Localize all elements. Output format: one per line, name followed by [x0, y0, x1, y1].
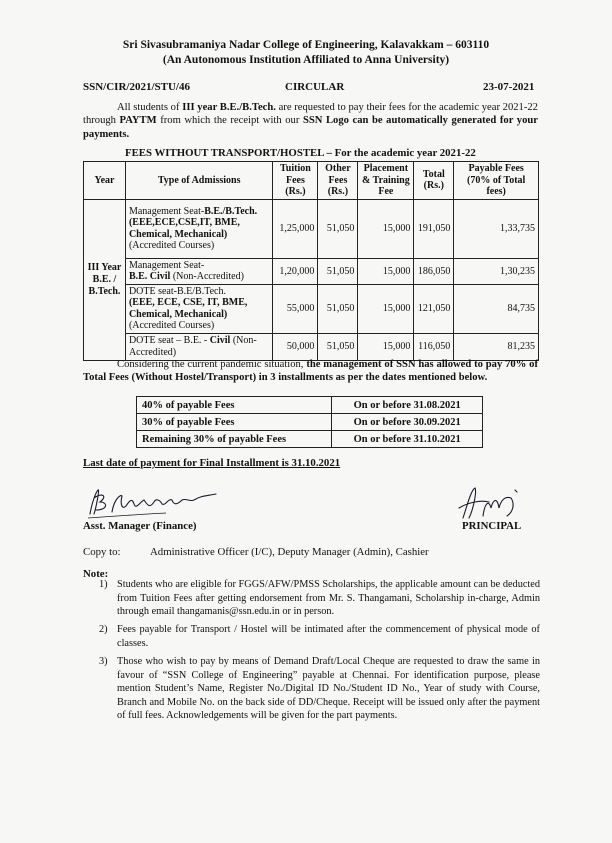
note-number: 2) [99, 624, 108, 635]
installments-table [136, 396, 483, 448]
note-text: Students who are eligible for FGGS/AFW/PMSS Scholarships, the applicable amount can be deducted from Tuition Fees after getting endorsement from Mr. S. Thangamani, Scholarship in-charge, Admin through email thangamanis@ssn.edu.in or in person. [117, 579, 540, 618]
fees-table [83, 161, 539, 361]
pandemic-paragraph: Considering the current pandemic situation, the management of SSN has allowed to pay 70% of Total Fees (Without Hostel/Transport) in 3 installments as per the dates mentioned below. [83, 359, 538, 384]
principal-title: PRINCIPAL [462, 520, 522, 532]
total-fee: 191,050 [414, 199, 454, 258]
tuition-fee: 55,000 [273, 284, 318, 333]
other-fee: 51,050 [318, 284, 358, 333]
note-text: Those who wish to pay by means of Demand Draft/Local Cheque are requested to draw the same in favour of “SSN College of Engineering” payable at Chennai. For identification purpose, please mention Student’s Name, Register No./Digital ID No./Student ID No., Year of study with Course, Branch and Mobile No. on the back side of DD/Cheque. Receipt will be issued only after the payment of full fees. Acknowledgements will be given for the part payments. [117, 656, 540, 722]
admission-type: DOTE seat – B.E. - Civil (Non-Accredited) [125, 333, 273, 360]
placement-fee: 15,000 [358, 333, 414, 360]
header-other: Other Fees (Rs.) [318, 162, 358, 200]
note-item [100, 623, 540, 650]
payable-fee: 81,235 [454, 333, 539, 360]
other-fee: 51,050 [318, 258, 358, 284]
total-fee: 186,050 [414, 258, 454, 284]
principal-signature [455, 482, 525, 522]
intro-paragraph: All students of III year B.E./B.Tech. are requested to pay their fees for the academic year 2021-22 through PAYTM from which the receipt with our SSN Logo can be automatically generated for your payments. [83, 102, 538, 140]
note-number: 3) [99, 656, 108, 667]
table-row [137, 431, 483, 448]
tuition-fee: 1,25,000 [273, 199, 318, 258]
note-item [100, 655, 540, 723]
college-affiliation: (An Autonomous Institution Affiliated to Anna University) [162, 54, 450, 66]
table-row [137, 414, 483, 431]
installment-date: On or before 31.08.2021 [332, 397, 483, 414]
total-fee: 121,050 [414, 284, 454, 333]
circular-type: CIRCULAR [285, 81, 345, 93]
year-cell: III Year B.E. / B.Tech. [84, 199, 126, 360]
header-year: Year [84, 162, 126, 200]
installment-date: On or before 30.09.2021 [332, 414, 483, 431]
note-text: Fees payable for Transport / Hostel will be intimated after the commencement of physical mode of classes. [117, 624, 540, 649]
installment-date: On or before 31.10.2021 [332, 431, 483, 448]
table-row [84, 258, 539, 284]
payable-fee: 1,30,235 [454, 258, 539, 284]
placement-fee: 15,000 [358, 258, 414, 284]
table-row [84, 199, 539, 258]
installment-label: Remaining 30% of payable Fees [137, 431, 332, 448]
table-row [137, 397, 483, 414]
total-fee: 116,050 [414, 333, 454, 360]
copy-to-label: Copy to: [83, 546, 121, 558]
finance-signature [86, 484, 226, 520]
note-number: 1) [99, 579, 108, 590]
last-payment-date: Last date of payment for Final Installment is 31.10.2021 [83, 457, 341, 469]
header-type: Type of Admissions [125, 162, 273, 200]
payable-fee: 84,735 [454, 284, 539, 333]
header-tuition: Tuition Fees (Rs.) [273, 162, 318, 200]
admission-type: Management Seat- B.E. Civil (Non-Accredited) [125, 258, 273, 284]
note-item [100, 578, 540, 619]
payable-fee: 1,33,735 [454, 199, 539, 258]
tuition-fee: 50,000 [273, 333, 318, 360]
college-name: Sri Sivasubramaniya Nadar College of Engineering, Kalavakkam – 603110 [122, 39, 490, 51]
finance-signatory-title: Asst. Manager (Finance) [83, 520, 197, 532]
copy-to-recipients: Administrative Officer (I/C), Deputy Manager (Admin), Cashier [150, 546, 429, 558]
header-total: Total (Rs.) [414, 162, 454, 200]
placement-fee: 15,000 [358, 284, 414, 333]
note-label: Note: [83, 568, 109, 580]
header-payable: Payable Fees (70% of Total fees) [454, 162, 539, 200]
fees-table-title: FEES WITHOUT TRANSPORT/HOSTEL – For the academic year 2021-22 [125, 147, 476, 159]
other-fee: 51,050 [318, 199, 358, 258]
placement-fee: 15,000 [358, 199, 414, 258]
installment-label: 30% of payable Fees [137, 414, 332, 431]
table-row [84, 333, 539, 360]
header-placement: Placement & Training Fee [358, 162, 414, 200]
other-fee: 51,050 [318, 333, 358, 360]
table-row [84, 284, 539, 333]
installment-label: 40% of payable Fees [137, 397, 332, 414]
admission-type: DOTE seat-B.E/B.Tech. (EEE, ECE, CSE, IT, BME, Chemical, Mechanical) (Accredited Courses) [125, 284, 273, 333]
circular-date: 23-07-2021 [483, 81, 535, 93]
circular-number: SSN/CIR/2021/STU/46 [83, 81, 190, 93]
admission-type: Management Seat-B.E./B.Tech. (EEE,ECE,CSE,IT, BME, Chemical, Mechanical) (Accredited Courses) [125, 199, 273, 258]
tuition-fee: 1,20,000 [273, 258, 318, 284]
